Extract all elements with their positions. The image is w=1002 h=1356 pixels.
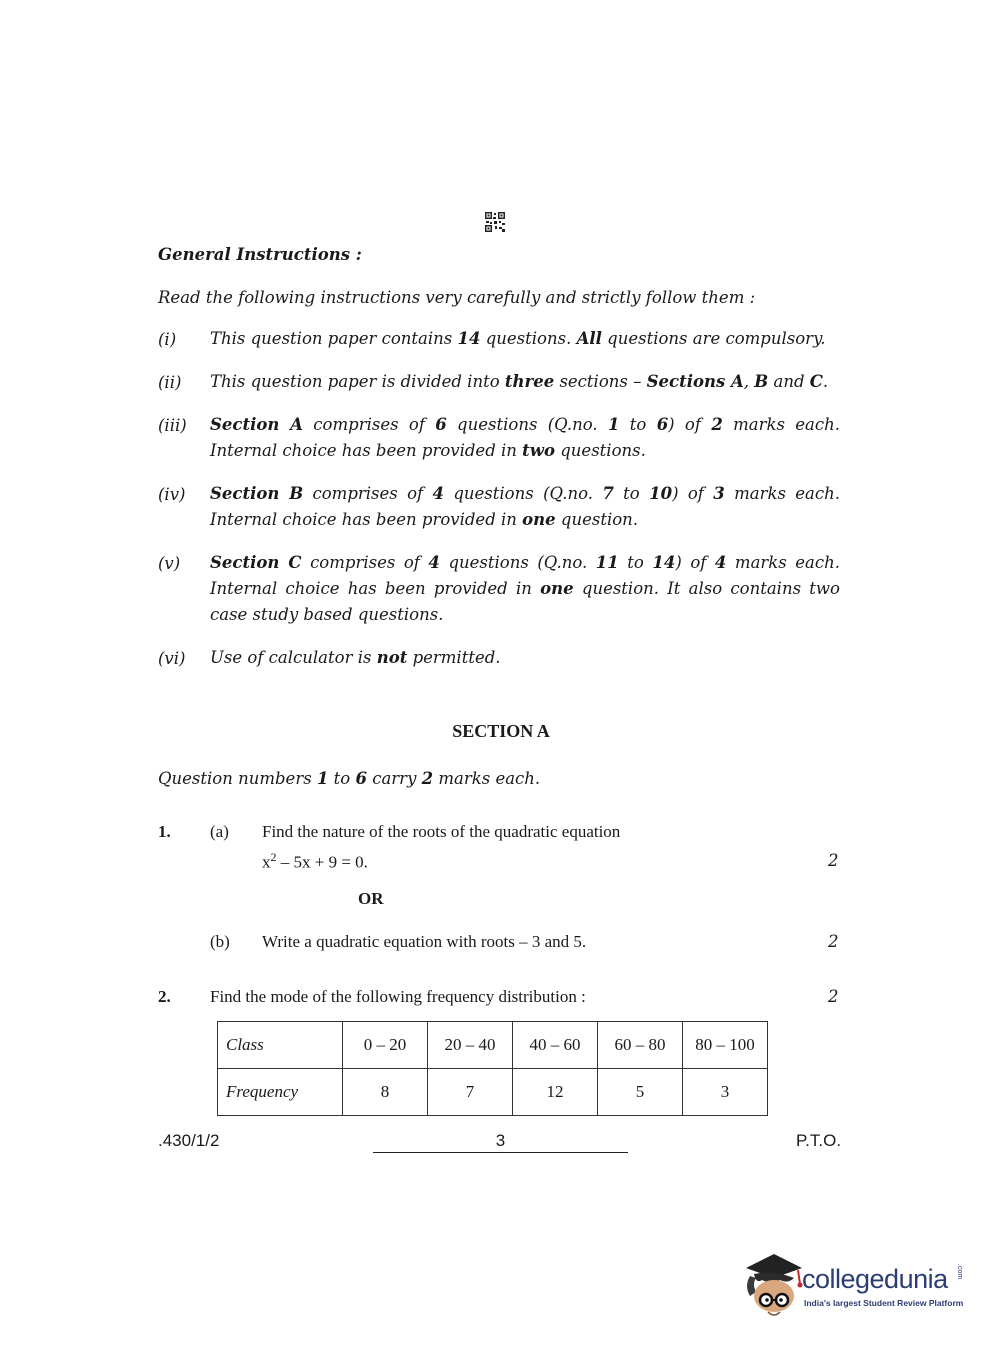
part-a-marks: 2 bbox=[828, 851, 839, 870]
table-row bbox=[218, 1022, 768, 1069]
section-a-heading: SECTION A bbox=[452, 721, 550, 741]
page-number: 3 bbox=[495, 1131, 506, 1150]
question-text: Find the mode of the following frequency distribution : bbox=[210, 987, 586, 1006]
item-text: This question paper is divided into three sections – Sections A, B and C. bbox=[210, 372, 829, 391]
brand-tagline: India's largest Student Review Platform bbox=[804, 1298, 964, 1308]
paper-code: .430/1/2 bbox=[158, 1131, 220, 1150]
item-number: (iv) bbox=[158, 485, 186, 504]
item-text: Section C comprises of 4 questions (Q.no. 11 to 14) of 4 marks each. Internal choice has been provided in one question. It also contains two case study based questions. bbox=[210, 553, 841, 624]
table-cell: 80 – 100 bbox=[683, 1022, 768, 1069]
pto-label: P.T.O. bbox=[796, 1131, 842, 1150]
table-cell: 8 bbox=[343, 1069, 428, 1116]
question-number: 1. bbox=[158, 822, 171, 841]
part-b-label: (b) bbox=[210, 932, 230, 951]
table-cell: Frequency bbox=[218, 1069, 343, 1116]
section-a-note: Question numbers 1 to 6 carry 2 marks each. bbox=[158, 769, 541, 788]
table-cell: 20 – 40 bbox=[428, 1022, 513, 1069]
item-text: This question paper contains 14 questions. All questions are compulsory. bbox=[210, 329, 826, 348]
item-number: (ii) bbox=[158, 373, 182, 392]
mascot-logo-icon bbox=[740, 1250, 804, 1320]
table-cell: 40 – 60 bbox=[513, 1022, 598, 1069]
item-number: (i) bbox=[158, 330, 177, 349]
collegedunia-watermark bbox=[740, 1250, 970, 1320]
table-cell: 60 – 80 bbox=[598, 1022, 683, 1069]
table-cell: 0 – 20 bbox=[343, 1022, 428, 1069]
qr-code-icon bbox=[485, 212, 505, 232]
footer-rule bbox=[373, 1152, 628, 1153]
question-marks: 2 bbox=[828, 987, 839, 1006]
table-cell: Class bbox=[218, 1022, 343, 1069]
item-text: Use of calculator is not permitted. bbox=[210, 648, 501, 667]
question-number: 2. bbox=[158, 987, 171, 1006]
brand-name: collegedunia bbox=[802, 1264, 948, 1294]
table-row bbox=[218, 1069, 768, 1116]
table-cell: 7 bbox=[428, 1069, 513, 1116]
or-divider: OR bbox=[358, 889, 384, 908]
frequency-table bbox=[217, 1021, 768, 1116]
item-text: Section A comprises of 6 questions (Q.no. 1 to 6) of 2 marks each. Internal choice has been provided in two questions. bbox=[210, 415, 840, 460]
table-cell: 3 bbox=[683, 1069, 768, 1116]
item-text: Section B comprises of 4 questions (Q.no. 7 to 10) of 3 marks each. Internal choice has been provided in one question. bbox=[210, 484, 840, 529]
part-b-marks: 2 bbox=[828, 932, 839, 951]
general-instructions-heading: General Instructions : bbox=[158, 245, 362, 264]
item-number: (v) bbox=[158, 554, 181, 573]
item-number: (vi) bbox=[158, 649, 186, 668]
instructions-intro: Read the following instructions very carefully and strictly follow them : bbox=[158, 288, 756, 307]
table-cell: 12 bbox=[513, 1069, 598, 1116]
brand-dotcom: .com bbox=[956, 1264, 963, 1280]
table-cell: 5 bbox=[598, 1069, 683, 1116]
part-a-text: Find the nature of the roots of the quadratic equation bbox=[262, 822, 621, 841]
part-a-label: (a) bbox=[210, 822, 229, 841]
item-number: (iii) bbox=[158, 416, 187, 435]
part-b-text: Write a quadratic equation with roots – 3 and 5. bbox=[262, 932, 587, 951]
part-a-equation: $x^2 - 5x + 9 = 0$. bbox=[262, 850, 368, 872]
